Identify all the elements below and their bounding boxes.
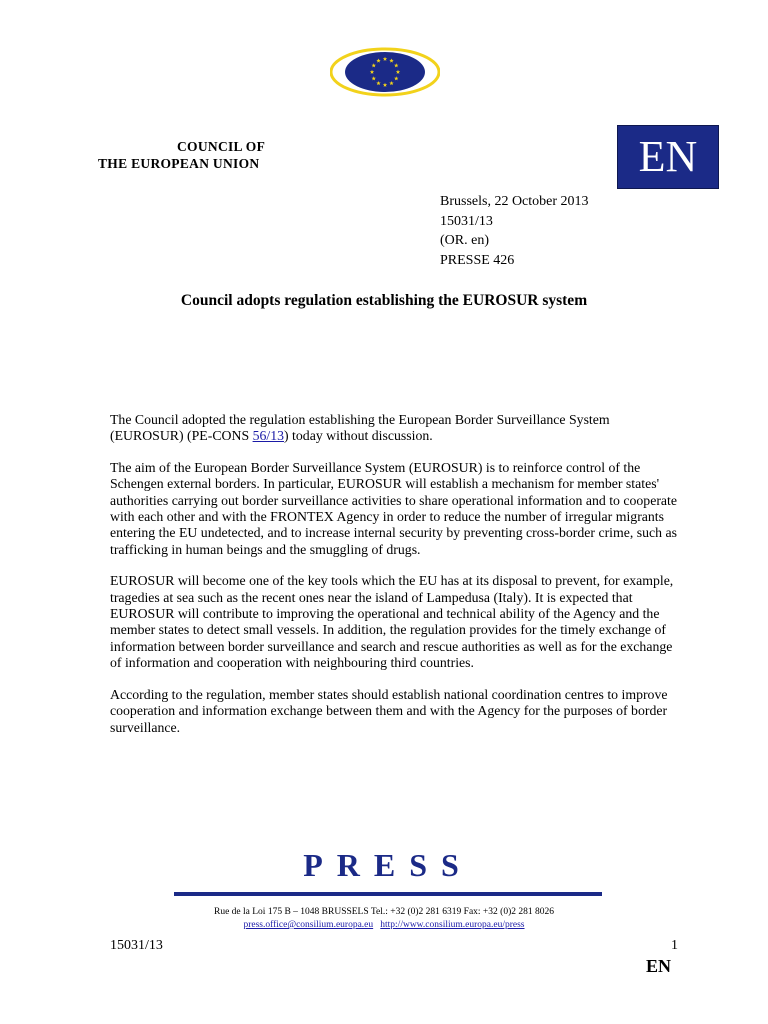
body-paragraph-3: EUROSUR will become one of the key tools which the EU has at its disposal to prevent, for example, tragedies at sea such as the recent ones near the island of Lampedusa (Italy). It is expected that EUROSUR will contribute to improving the operational and technical ability of the Agency and the member states to detect small vessels. In addition, the regulation provides for the timely exchange of information between border surveillance and search and rescue authorities as well as for the exchange of information and cooperation with neighbouring third countries.: [110, 573, 674, 671]
pe-cons-link[interactable]: 56/13: [252, 428, 285, 444]
place-date: Brussels, 22 October 2013: [440, 194, 589, 209]
press-release-headline: Council adopts regulation establishing the EUROSUR system: [180, 292, 588, 309]
footer-divider: [174, 892, 602, 896]
p1-text-end: ) today without discussion.: [284, 428, 433, 444]
presse-number: PRESSE 426: [440, 252, 515, 268]
document-code: 15031/13: [440, 213, 493, 229]
press-heading: PRESS: [303, 847, 473, 883]
body-paragraph-4: According to the regulation, member states should establish national coordination centres to improve cooperation and information exchange between them and with the Agency for the purposes of border surveillance.: [110, 686, 668, 735]
press-website-link[interactable]: http://www.consilium.europa.eu/press: [380, 920, 525, 930]
contact-links: [0, 919, 768, 932]
body-paragraph-2: The aim of the European Border Surveillance System (EUROSUR) is to reinforce control of the Schengen external borders. In particular, EUROSUR will establish a mechanism for member states' authorities carrying out border surveillance activities to share operational information and to cooperate with each other and with the FRONTEX Agency in order to reduce the number of irregular migrants entering the EU undetected, and to increase internal security by preventing cross-border crime, such as trafficking in human beings and the smuggling of drugs.: [110, 459, 677, 557]
page-number: 1: [671, 938, 678, 953]
press-email-link[interactable]: press.office@consilium.europa.eu: [243, 920, 374, 930]
body-paragraph-1: [110, 412, 680, 445]
contact-block: [0, 906, 768, 932]
org-line-1: COUNCIL OF: [177, 139, 266, 154]
organization-name: [98, 138, 265, 172]
language-badge: EN: [617, 125, 719, 189]
footer-document-code: 15031/13: [110, 938, 163, 953]
footer-language: EN: [646, 956, 672, 976]
original-language: (OR. en): [440, 233, 489, 248]
eu-stars-logo-icon: [330, 44, 440, 100]
p1-text-start: The Council adopted the regulation establishing the European Border Surveillance System (EUROSUR) (PE-CONS: [110, 412, 610, 444]
postal-address: Rue de la Loi 175 B – 1048 BRUSSELS Tel.: +32 (0)2 281 6319 Fax: +32 (0)2 281 8026: [214, 907, 554, 917]
document-meta: [440, 192, 589, 270]
press-release-body: [110, 412, 680, 751]
org-line-2: THE EUROPEAN UNION: [98, 156, 260, 171]
